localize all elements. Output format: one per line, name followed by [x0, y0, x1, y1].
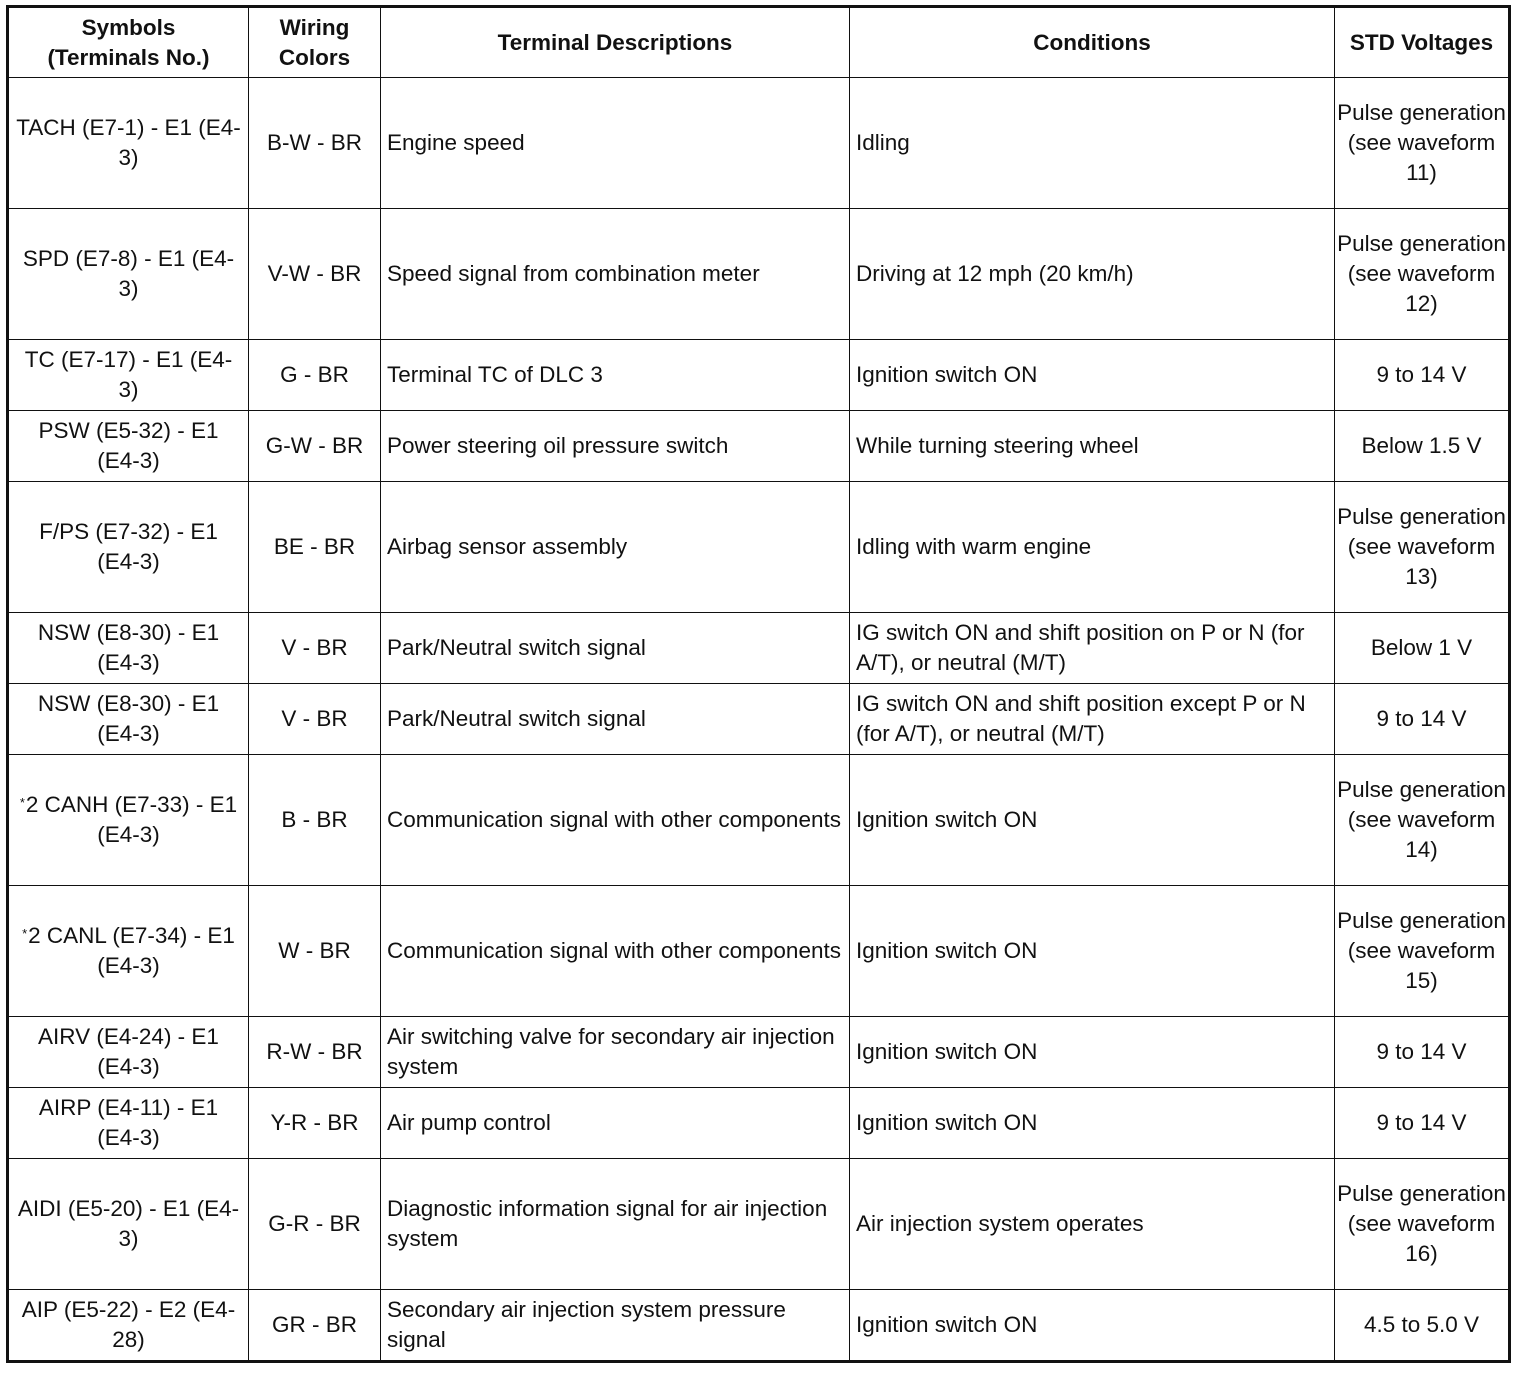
header-wiring-colors: Wiring Colors [249, 7, 381, 78]
symbol-cell: PSW (E5-32) - E1 (E4-3) [8, 411, 249, 482]
table-row [8, 886, 1510, 1017]
voltage-cell: Pulse generation (see waveform 12) [1335, 209, 1510, 340]
table-row [8, 209, 1510, 340]
table-row [8, 1290, 1510, 1362]
voltage-cell: Pulse generation (see waveform 15) [1335, 886, 1510, 1017]
description-cell: Air pump control [381, 1088, 850, 1159]
description-cell: Terminal TC of DLC 3 [381, 340, 850, 411]
header-symbols: Symbols (Terminals No.) [8, 7, 249, 78]
description-cell: Speed signal from combination meter [381, 209, 850, 340]
description-cell: Airbag sensor assembly [381, 482, 850, 613]
footnote-marker: * [22, 926, 28, 941]
description-cell: Secondary air injection system pressure signal [381, 1290, 850, 1362]
table-row [8, 684, 1510, 755]
voltage-cell: Below 1.5 V [1335, 411, 1510, 482]
symbol-cell: *2 CANH (E7-33) - E1 (E4-3) [8, 755, 249, 886]
table-row [8, 1017, 1510, 1088]
wiring-cell: G - BR [249, 340, 381, 411]
condition-cell: Ignition switch ON [850, 755, 1335, 886]
wiring-cell: BE - BR [249, 482, 381, 613]
symbol-cell: F/PS (E7-32) - E1 (E4-3) [8, 482, 249, 613]
table-row [8, 613, 1510, 684]
condition-cell: While turning steering wheel [850, 411, 1335, 482]
table-row [8, 482, 1510, 613]
wiring-cell: G-W - BR [249, 411, 381, 482]
description-cell: Air switching valve for secondary air injection system [381, 1017, 850, 1088]
header-terminal-descriptions: Terminal Descriptions [381, 7, 850, 78]
symbol-cell: NSW (E8-30) - E1 (E4-3) [8, 684, 249, 755]
footnote-marker: * [19, 795, 25, 810]
terminal-voltage-table [6, 5, 1511, 1363]
wiring-cell: V - BR [249, 684, 381, 755]
voltage-cell: Pulse generation (see waveform 14) [1335, 755, 1510, 886]
condition-cell: IG switch ON and shift position except P or N (for A/T), or neutral (M/T) [850, 684, 1335, 755]
voltage-cell: 9 to 14 V [1335, 1088, 1510, 1159]
symbol-cell: AIDI (E5-20) - E1 (E4-3) [8, 1159, 249, 1290]
symbol-cell: AIRP (E4-11) - E1 (E4-3) [8, 1088, 249, 1159]
voltage-cell: 9 to 14 V [1335, 340, 1510, 411]
voltage-cell: Below 1 V [1335, 613, 1510, 684]
description-cell: Diagnostic information signal for air injection system [381, 1159, 850, 1290]
wiring-cell: GR - BR [249, 1290, 381, 1362]
table-row [8, 755, 1510, 886]
symbol-cell: TACH (E7-1) - E1 (E4-3) [8, 78, 249, 209]
symbol-cell: AIP (E5-22) - E2 (E4-28) [8, 1290, 249, 1362]
description-cell: Park/Neutral switch signal [381, 613, 850, 684]
table-row [8, 411, 1510, 482]
header-conditions: Conditions [850, 7, 1335, 78]
wiring-cell: V-W - BR [249, 209, 381, 340]
condition-cell: Air injection system operates [850, 1159, 1335, 1290]
description-cell: Communication signal with other components [381, 886, 850, 1017]
voltage-cell: Pulse generation (see waveform 13) [1335, 482, 1510, 613]
header-std-voltages: STD Voltages [1335, 7, 1510, 78]
wiring-cell: W - BR [249, 886, 381, 1017]
table-row [8, 78, 1510, 209]
condition-cell: IG switch ON and shift position on P or N (for A/T), or neutral (M/T) [850, 613, 1335, 684]
wiring-cell: B - BR [249, 755, 381, 886]
table-row [8, 1088, 1510, 1159]
wiring-cell: Y-R - BR [249, 1088, 381, 1159]
symbol-cell: NSW (E8-30) - E1 (E4-3) [8, 613, 249, 684]
voltage-cell: Pulse generation (see waveform 11) [1335, 78, 1510, 209]
condition-cell: Ignition switch ON [850, 886, 1335, 1017]
condition-cell: Idling with warm engine [850, 482, 1335, 613]
voltage-cell: 9 to 14 V [1335, 684, 1510, 755]
description-cell: Park/Neutral switch signal [381, 684, 850, 755]
table-row [8, 340, 1510, 411]
wiring-cell: B-W - BR [249, 78, 381, 209]
document-page [6, 5, 1511, 1363]
description-cell: Power steering oil pressure switch [381, 411, 850, 482]
symbol-cell: AIRV (E4-24) - E1 (E4-3) [8, 1017, 249, 1088]
wiring-cell: V - BR [249, 613, 381, 684]
wiring-cell: G-R - BR [249, 1159, 381, 1290]
voltage-cell: 9 to 14 V [1335, 1017, 1510, 1088]
condition-cell: Idling [850, 78, 1335, 209]
condition-cell: Ignition switch ON [850, 1290, 1335, 1362]
condition-cell: Ignition switch ON [850, 340, 1335, 411]
table-row [8, 1159, 1510, 1290]
voltage-cell: 4.5 to 5.0 V [1335, 1290, 1510, 1362]
wiring-cell: R-W - BR [249, 1017, 381, 1088]
voltage-cell: Pulse generation (see waveform 16) [1335, 1159, 1510, 1290]
condition-cell: Ignition switch ON [850, 1088, 1335, 1159]
symbol-cell: TC (E7-17) - E1 (E4-3) [8, 340, 249, 411]
condition-cell: Driving at 12 mph (20 km/h) [850, 209, 1335, 340]
condition-cell: Ignition switch ON [850, 1017, 1335, 1088]
symbol-cell: *2 CANL (E7-34) - E1 (E4-3) [8, 886, 249, 1017]
description-cell: Engine speed [381, 78, 850, 209]
description-cell: Communication signal with other components [381, 755, 850, 886]
symbol-cell: SPD (E7-8) - E1 (E4-3) [8, 209, 249, 340]
table-header-row [8, 7, 1510, 78]
